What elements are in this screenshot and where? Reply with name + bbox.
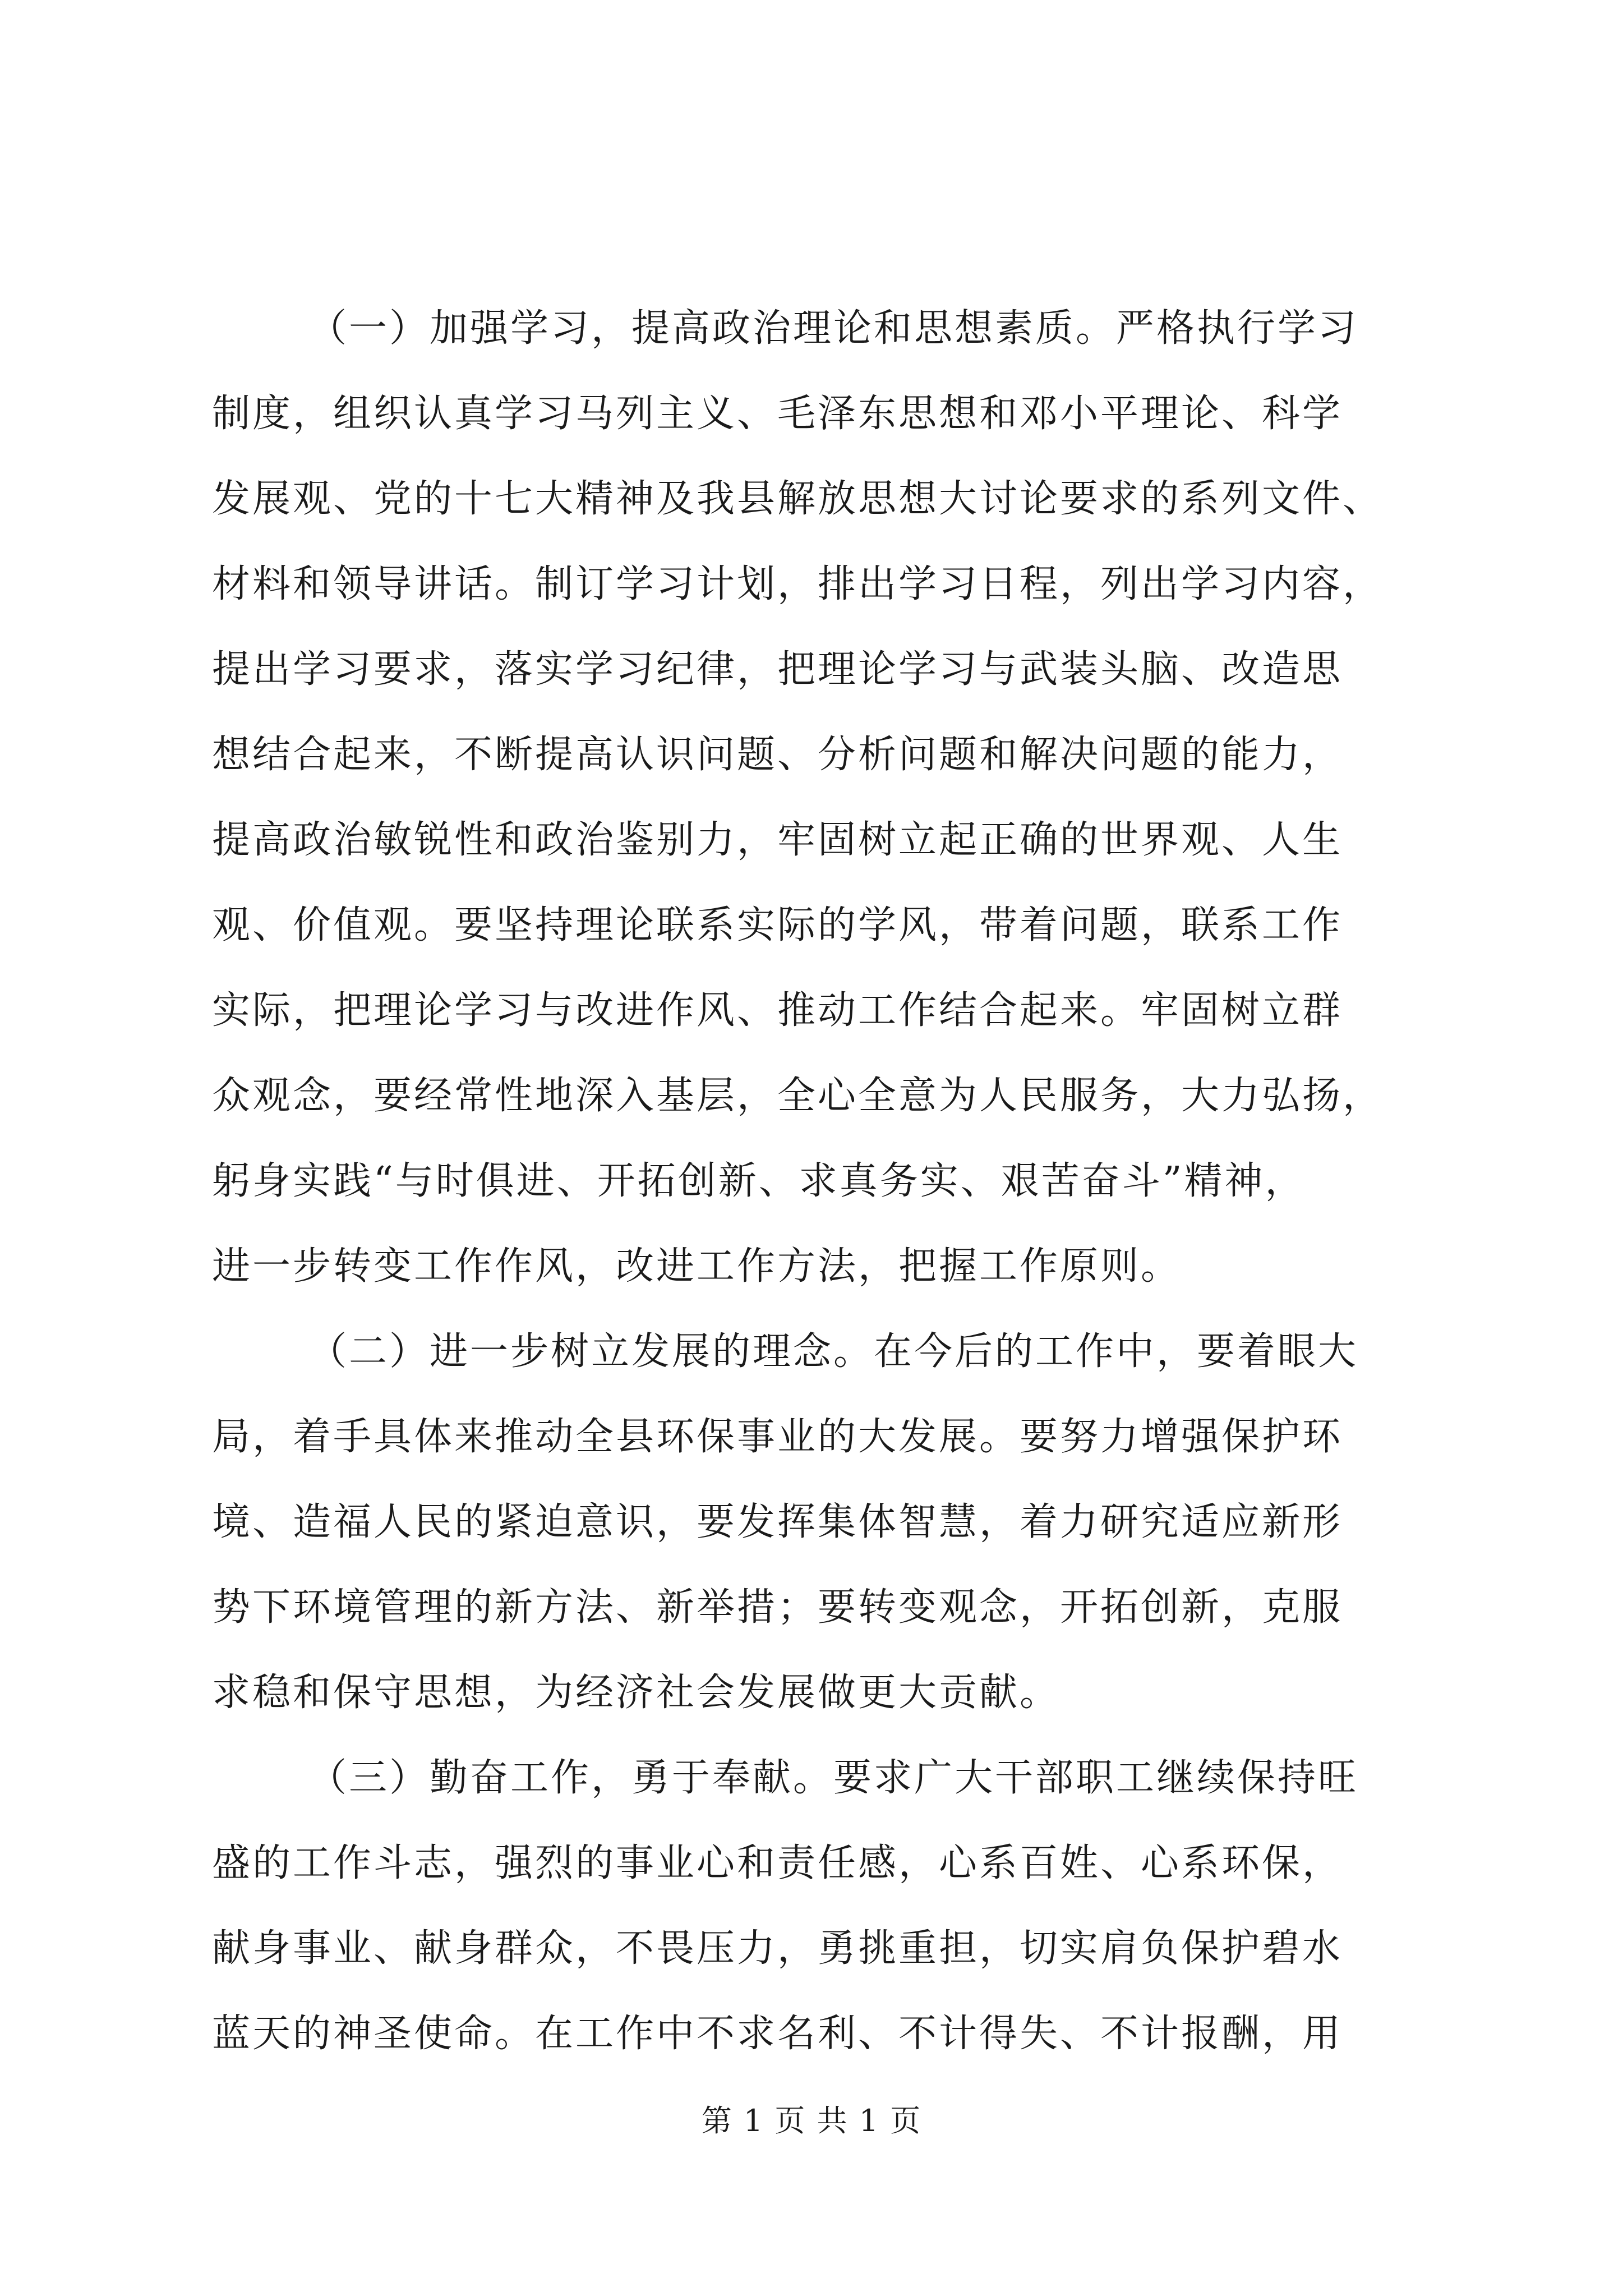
paragraph-2-line: （二）进一步树立发展的理念。在今后的工作中，要着眼大 <box>308 1329 1359 1374</box>
paragraph-3-line: 蓝天的神圣使命。在工作中不求名利、不计得失、不计报酬，用 <box>212 2012 1343 2056</box>
paragraph-1-line: 众观念，要经常性地深入基层，全心全意为人民服务，大力弘扬， <box>212 1074 1384 1118</box>
paragraph-3-line: （三）勤奋工作，勇于奉献。要求广大干部职工继续保持旺 <box>308 1756 1359 1800</box>
paragraph-2-line: 局，着手具体来推动全县环保事业的大发展。要努力增强保护环 <box>212 1415 1343 1459</box>
paragraph-1-line: 提出学习要求，落实学习纪律，把理论学习与武装头脑、改造思 <box>212 647 1343 692</box>
paragraph-1-line: 想结合起来，不断提高认识问题、分析问题和解决问题的能力， <box>212 733 1343 777</box>
paragraph-3-line: 盛的工作斗志，强烈的事业心和责任感，心系百姓、心系环保， <box>212 1841 1343 1885</box>
paragraph-1-line: 实际，把理论学习与改进作风、推动工作结合起来。牢固树立群 <box>212 988 1343 1033</box>
paragraph-3-line: 献身事业、献身群众，不畏压力，勇挑重担，切实肩负保护碧水 <box>212 1926 1343 1971</box>
paragraph-1-line: 制度，组织认真学习马列主义、毛泽东思想和邓小平理论、科学 <box>212 392 1343 436</box>
document-body <box>212 286 1491 2077</box>
paragraph-1-line: 躬身实践“与时俱进、开拓创新、求真务实、艰苦奋斗”精神， <box>212 1159 1306 1203</box>
paragraph-2-line: 境、造福人民的紧迫意识，要发挥集体智慧，着力研究适应新形 <box>212 1500 1343 1544</box>
paragraph-1-line: 观、价值观。要坚持理论联系实际的学风，带着问题，联系工作 <box>212 903 1343 947</box>
page-number-footer: 第 1 页 共 1 页 <box>701 2103 922 2138</box>
paragraph-1-line: 进一步转变工作作风，改进工作方法，把握工作原则。 <box>212 1244 1182 1289</box>
paragraph-1-line: 材料和领导讲话。制订学习计划，排出学习日程，列出学习内容， <box>212 562 1384 606</box>
paragraph-1-line: （一）加强学习，提高政治理论和思想素质。严格执行学习 <box>308 306 1359 351</box>
paragraph-1-line: 提高政治敏锐性和政治鉴别力，牢固树立起正确的世界观、人生 <box>212 818 1343 862</box>
paragraph-2-line: 势下环境管理的新方法、新举措；要转变观念，开拓创新，克服 <box>212 1585 1343 1630</box>
paragraph-2-line: 求稳和保守思想，为经济社会发展做更大贡献。 <box>212 1671 1061 1715</box>
paragraph-1-line: 发展观、党的十七大精神及我县解放思想大讨论要求的系列文件、 <box>212 477 1384 521</box>
